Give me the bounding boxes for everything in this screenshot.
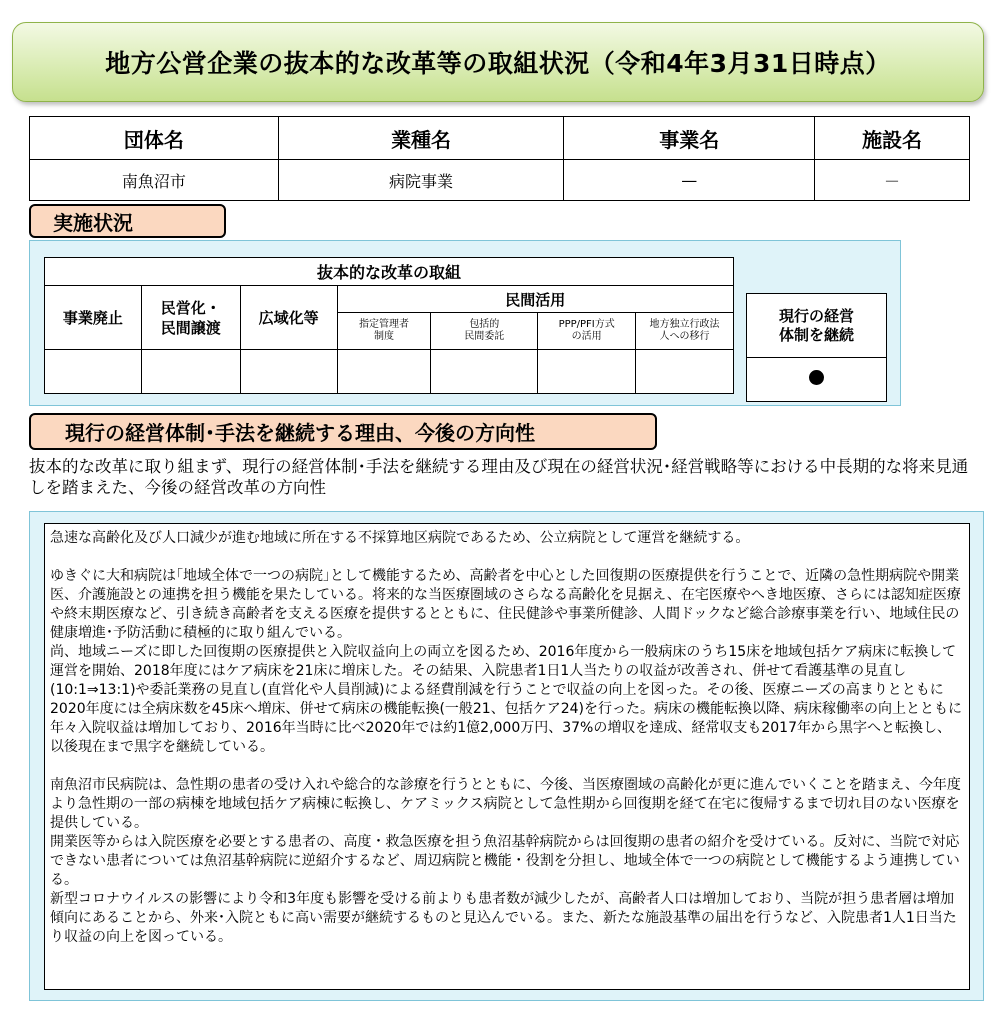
reason-paragraph-5: 開業医等からは入院医療を必要とする患者の、高度・救急医療を担う魚沼基幹病院からは回復期の患者の紹介を受けている。反対に、当院で対応できない患者については魚沼基幹病院に逆紹介するなど、周辺病院と機能・役割を分担し、地域全体で一つの病院として機能するよう連携している。 [50,834,960,888]
reason-panel [29,511,984,1001]
reason-paragraph-3: 尚、地域ニーズに即した回復期の医療提供と入院収益向上の両立を図るため、2016年度から一般病床のうち15床を地域包括ケア病床に転換して運営を開始、2018年度にはケア病床を21床に増床した。その結果、入院患者1日1人当たりの収益が改善され、併せて看護基準の見直し(10:1⇒13:1)や委託業務の見直し(直営化や人員削減)による経費削減を行うことで収益の向上を図った。その後、医療ニーズの高まりとともに2020年度には全病床数を45床へ増床、併せて病床の機能転換(一般21、包括ケア24)を行った。病床の機能転換以降、病床稼働率の向上とともに年々入院収益は増加しており、2016年当時に比べ2020年では約1億2,000万円、37%の増収を達成、経常収支も2017年から黒字へと転換し、以後現在まで黒字を継続している。 [50,644,962,755]
title-banner [12,22,984,102]
subcol-ppp-pfi [538,313,636,350]
subcol-designated-manager-line1: 指定管理者 [358,319,409,330]
reason-paragraph-2: ゆきぐに大和病院は｢地域全体で一つの病院｣として機能するため、高齢者を中心とした回復期の医療提供を行うことで、近隣の急性期病院や開業医、介護施設との連携を担う機能を果たしている。将来的な当医療圏域のさらなる高齢化を見据え、在宅医療やへき地医療、さらには認知症医療や終末期医療など、引き続き高齢者を支える医療を提供するとともに、住民健診や事業所健診、人間ドックなど総合診療事業を行い、地域住民の健康増進･予防活動に積極的に取り組んでいる。 [50,568,961,641]
cell-abolition-value [45,350,142,394]
section-label-continue-reason: 現行の経営体制･手法を継続する理由、今後の方向性 [29,413,657,450]
col-continue-line1: 現行の経営 [778,306,854,325]
reason-paragraph-6: 新型コロナウイルスの影響により令和3年度も影響を受ける前よりも患者数が減少したが、高齢者人口は増加しており、当院が担う患者層は増加傾向にあることから、外来･入院ともに高い需要が継続するものと見込んでいる。また、新たな施設基準の届出を行うなど、入院患者1人1日当たり収益の向上を図っている。 [50,891,957,945]
col-business-abolition: 事業廃止 [45,286,142,350]
selected-dot-icon [809,370,824,385]
subcol-independent-agency-line2: 人への移行 [659,331,710,342]
reason-paragraph-4: 南魚沼市民病院は、急性期の患者の受け入れや総合的な診療を行うとともに、今後、当医療圏域の高齢化が更に進んでいくことを踏まえ、今年度より急性期の一部の病棟を地域包括ケア病棟に転換し、ケアミックス病院として急性期から回復期を経て在宅に復帰するまで切れ目のない医療を提供している。 [50,777,961,831]
col-privatization [141,286,240,350]
col-continue-line2: 体制を継続 [778,325,854,344]
header-industry-name: 業種名 [278,117,564,160]
cell-comprehensive-outsourcing-value [431,350,538,394]
cell-wide-area-value [240,350,337,394]
subcol-comprehensive-outsourcing [431,313,538,350]
section-description: 抜本的な改革に取り組まず、現行の経営体制･手法を継続する理由及び現在の経営状況･経営戦略等における中長期的な将来見通しを踏まえた、今後の経営改革の方向性 [29,457,969,497]
subcol-independent-agency-line1: 地方独立行政法 [649,319,720,330]
value-organization-name: 南魚沼市 [30,160,279,201]
col-private-utilization: 民間活用 [337,286,733,313]
reform-table [44,257,734,394]
cell-privatization-value [141,350,240,394]
subcol-comprehensive-outsourcing-line1: 包括的 [469,319,500,330]
cell-designated-manager-value [337,350,431,394]
reason-paragraph-1: 急速な高齢化及び人口減少が進む地域に所在する不採算地区病院であるため、公立病院として運営を継続する。 [50,530,750,546]
col-wide-area: 広域化等 [240,286,337,350]
reason-text-box [44,523,970,990]
header-business-name: 事業名 [564,117,815,160]
implementation-status-panel [29,240,901,406]
cell-ppp-pfi-value [538,350,636,394]
subcol-ppp-pfi-line1: PPP/PFI方式 [558,319,615,330]
value-industry-name: 病院事業 [278,160,564,201]
col-continue-current-system [747,294,887,358]
subcol-designated-manager-line2: 制度 [373,331,394,342]
col-privatization-line1: 民営化・ [160,298,221,317]
col-privatization-line2: 民間譲渡 [160,318,221,337]
organization-info-table [29,116,970,201]
cell-independent-agency-value [636,350,734,394]
page-title: 地方公営企業の抜本的な改革等の取組状況（令和4年3月31日時点） [105,49,891,78]
section-label-implementation-status: 実施状況 [29,204,226,238]
header-organization-name: 団体名 [30,117,279,160]
subcol-independent-agency [636,313,734,350]
continue-current-table [746,293,887,402]
subcol-designated-manager [337,313,431,350]
value-business-name: — [564,160,815,201]
reform-group-header: 抜本的な改革の取組 [45,258,734,286]
subcol-ppp-pfi-line2: の活用 [571,331,602,342]
value-facility-name: － [815,160,970,201]
header-facility-name: 施設名 [815,117,970,160]
subcol-comprehensive-outsourcing-line2: 民間委託 [464,331,505,342]
cell-continue-current-value [747,358,887,402]
